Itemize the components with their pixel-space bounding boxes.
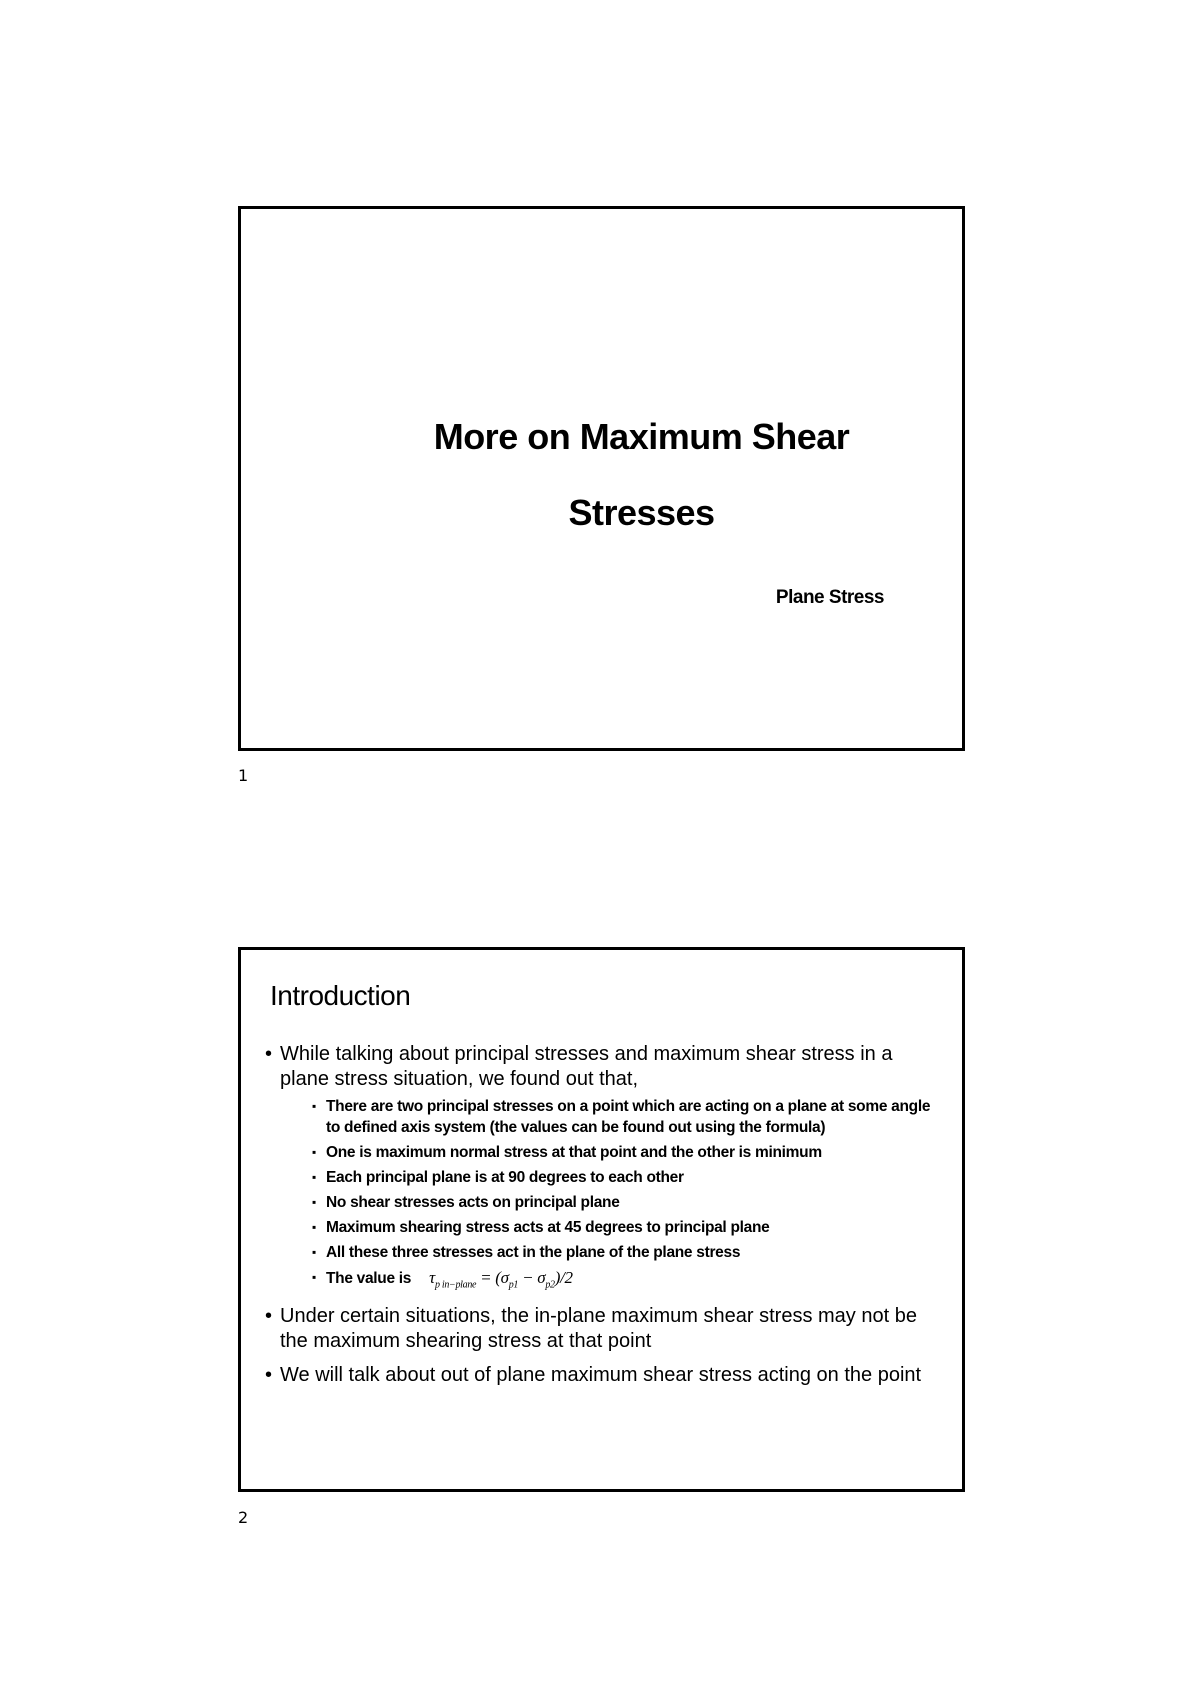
sub-bullet-item: ▪ There are two principal stresses on a point which are acting on a plane at some angle to defined axis system (the values can be found out using the formula) bbox=[280, 1096, 942, 1138]
sub-bullet-item: ▪ Each principal plane is at 90 degrees to each other bbox=[280, 1167, 942, 1188]
bullet-text: While talking about principal stresses and maximum shear stress in a plane stress situation, we found out that, bbox=[280, 1043, 893, 1090]
formula-sigma-1: σ bbox=[500, 1268, 509, 1287]
bullet-item bbox=[263, 1042, 942, 1295]
formula-sigma-1-subscript: p1 bbox=[508, 1279, 519, 1291]
formula-tau-subscript: p in−plane bbox=[434, 1279, 477, 1291]
sub-bullet-item: ▪ All these three stresses act in the plane of the plane stress bbox=[280, 1242, 942, 1263]
shear-stress-formula bbox=[429, 1268, 573, 1291]
slide-title bbox=[341, 399, 942, 551]
formula-tail: )/2 bbox=[554, 1268, 573, 1287]
slide-heading: Introduction bbox=[270, 980, 411, 1011]
formula-label: The value is bbox=[326, 1270, 412, 1287]
formula-equals: = ( bbox=[476, 1268, 501, 1287]
bullet-item: • We will talk about out of plane maximum shear stress acting on the point bbox=[263, 1363, 942, 1388]
page-number-1: 1 bbox=[238, 766, 249, 785]
formula-tau: τ bbox=[429, 1268, 435, 1287]
slide-title-line-1: More on Maximum Shear bbox=[433, 416, 850, 457]
bullet-item: • Under certain situations, the in-plane maximum shear stress may not be the maximum shearing stress at that point bbox=[263, 1304, 942, 1354]
slide-1 bbox=[238, 206, 965, 751]
sub-bullet-item: ▪ Maximum shearing stress acts at 45 degrees to principal plane bbox=[280, 1217, 942, 1238]
sub-bullet-item: ▪ No shear stresses acts on principal plane bbox=[280, 1192, 942, 1213]
slide-2 bbox=[238, 947, 965, 1492]
formula-sigma-2: σ bbox=[537, 1268, 546, 1287]
slide-subtitle: Plane Stress bbox=[775, 587, 884, 608]
slide-content bbox=[263, 1042, 942, 1397]
sub-bullet-item-formula bbox=[280, 1267, 942, 1295]
page-number-2: 2 bbox=[238, 1508, 249, 1527]
formula-minus: − bbox=[518, 1268, 538, 1287]
sub-bullet-item: ▪ One is maximum normal stress at that point and the other is minimum bbox=[280, 1142, 942, 1163]
formula-sigma-2-subscript: p2 bbox=[545, 1279, 555, 1291]
sub-bullet-list bbox=[280, 1096, 942, 1295]
slide-title-line-2: Stresses bbox=[568, 492, 715, 533]
